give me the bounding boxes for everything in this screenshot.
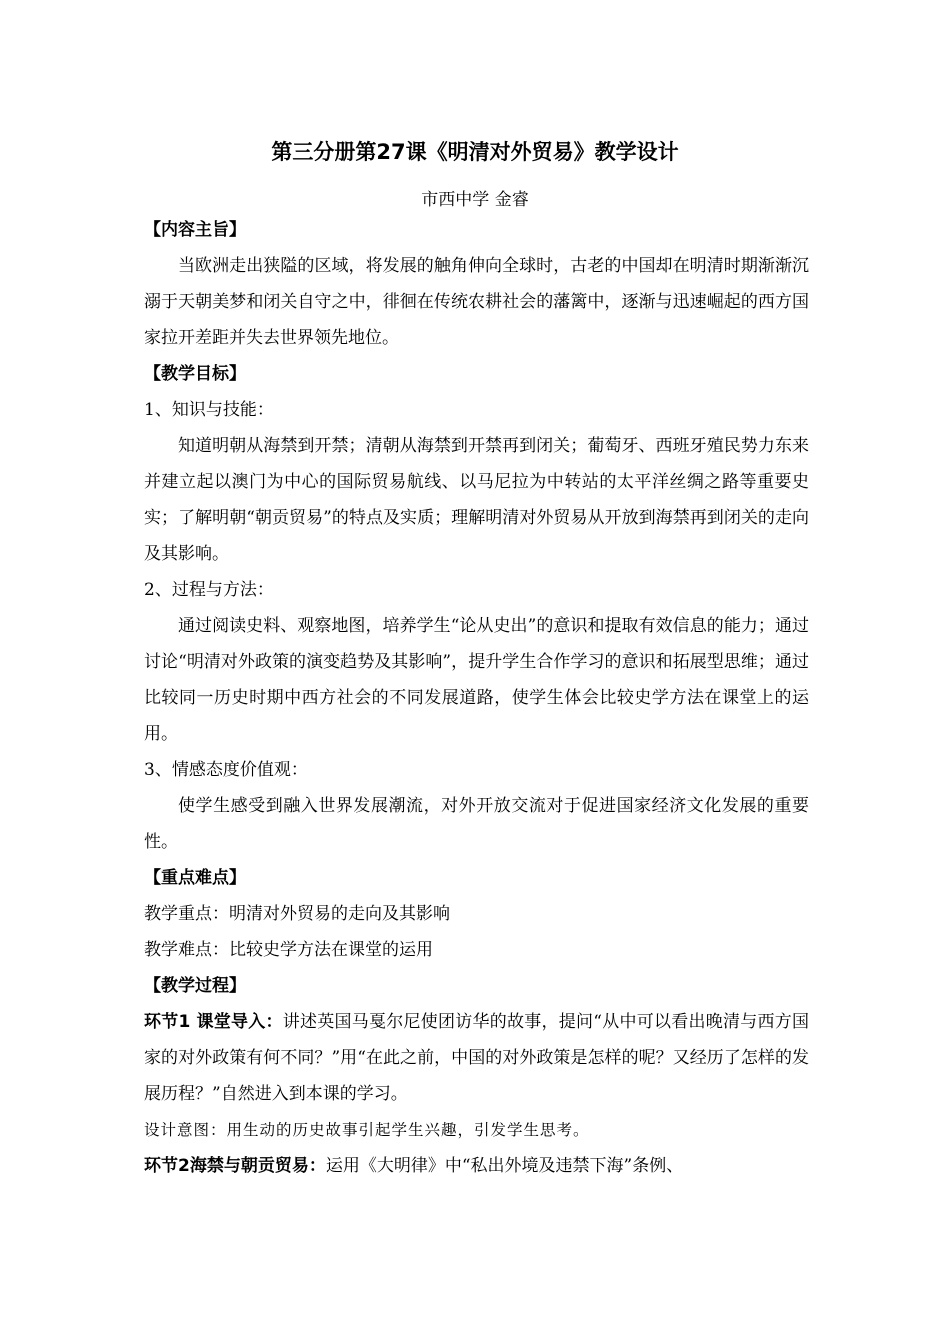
- step2-label: 环节2海禁与朝贡贸易：: [144, 1156, 326, 1176]
- document-body: [144, 212, 809, 1184]
- document-author: 市西中学 金睿: [421, 190, 529, 210]
- goal2-heading: 2、过程与方法：: [144, 580, 274, 600]
- goal2-paragraph: 通过阅读史料、观察地图，培养学生“论从史出”的意识和提取有效信息的能力；通过讨论“明清对外政策的演变趋势及其影响”，提升学生合作学习的意识和拓展型思维；通过比较同一历史时期中西方社会的不同发展道路，使学生体会比较史学方法在课堂上的运用。: [144, 616, 809, 744]
- step2-text: 运用《大明律》中“私出外境及违禁下海”条例、: [325, 1156, 684, 1176]
- step1-intent: 设计意图：用生动的历史故事引起学生兴趣，引发学生思考。: [144, 1121, 590, 1139]
- step1-label: 环节1 课堂导入：: [144, 1012, 283, 1032]
- goal3-heading: 3、情感态度价值观：: [144, 760, 308, 780]
- section-heading-process: 【教学过程】: [144, 976, 246, 996]
- keypoint-difficulty: 教学难点：比较史学方法在课堂的运用: [144, 940, 433, 960]
- step2-paragraph: [144, 1148, 809, 1184]
- step1-text: 讲述英国马戛尔尼使团访华的故事，提问“从中可以看出晚清与西方国家的对外政策有何不同？”用“在此之前，中国的对外政策是怎样的呢？又经历了怎样的发展历程？”自然进入到本课的学习。: [144, 1012, 809, 1104]
- goal1-heading: 1、知识与技能：: [144, 400, 274, 420]
- goal3-paragraph: 使学生感受到融入世界发展潮流，对外开放交流对于促进国家经济文化发展的重要性。: [144, 796, 809, 852]
- document-title: 第三分册第27课《明清对外贸易》教学设计: [271, 140, 679, 164]
- content-paragraph: 当欧洲走出狭隘的区域，将发展的触角伸向全球时，古老的中国却在明清时期渐渐沉溺于天朝美梦和闭关自守之中，徘徊在传统农耕社会的藩篱中，逐渐与迅速崛起的西方国家拉开差距并失去世界领先地位。: [144, 256, 809, 348]
- section-heading-keypoints: 【重点难点】: [144, 868, 246, 888]
- section-heading-goals: 【教学目标】: [144, 364, 246, 384]
- section-heading-content: 【内容主旨】: [144, 220, 246, 240]
- goal1-paragraph: 知道明朝从海禁到开禁；清朝从海禁到开禁再到闭关；葡萄牙、西班牙殖民势力东来并建立起以澳门为中心的国际贸易航线、以马尼拉为中转站的太平洋丝绸之路等重要史实；了解明朝“朝贡贸易”的特点及实质；理解明清对外贸易从开放到海禁再到闭关的走向及其影响。: [144, 436, 809, 564]
- step1-paragraph: [144, 1004, 809, 1112]
- keypoint-focus: 教学重点：明清对外贸易的走向及其影响: [144, 904, 450, 924]
